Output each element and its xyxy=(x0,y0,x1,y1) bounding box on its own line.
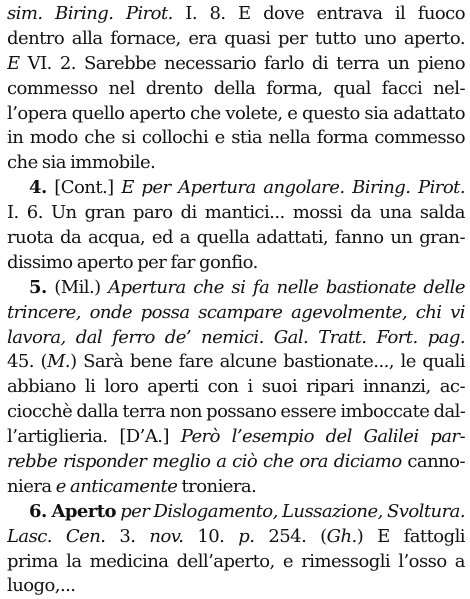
text-segment: sim. Biring. Pirot. xyxy=(7,3,173,24)
text-segment: E per Apertura angolare. Biring. Pirot. xyxy=(121,177,465,199)
text-segment: 10. xyxy=(183,525,239,547)
text-segment: commesso nel drento della forma, qual facci nel- xyxy=(7,77,465,99)
text-line xyxy=(7,27,465,52)
text-segment: rebbe risponder meglio a ciò che ora diciamo xyxy=(7,451,402,473)
text-line xyxy=(7,326,465,351)
text-segment: e anticamente xyxy=(55,475,178,497)
dictionary-page-text xyxy=(7,2,465,599)
text-line xyxy=(7,201,465,226)
text-segment: E xyxy=(7,52,20,74)
text-segment: trincere, onde possa scampare agevolmente, chi vi xyxy=(7,301,465,323)
text-segment: [Cont.] xyxy=(46,177,122,199)
text-segment: 45. ( xyxy=(7,351,47,373)
text-line xyxy=(7,151,465,176)
text-segment: 5. xyxy=(29,276,47,298)
text-segment: per Dislogamento, Lussazione, Svoltura. xyxy=(115,500,465,522)
text-line xyxy=(7,77,465,102)
text-segment: nov. xyxy=(149,525,184,547)
text-segment: che sia immobile. xyxy=(7,152,156,174)
text-line xyxy=(7,176,465,201)
text-line xyxy=(7,251,465,276)
text-segment: prima la medicina dell’aperto, e rimessogli l’osso a xyxy=(7,550,465,572)
text-segment: ciocchè dalla terra non possano essere imboccate dal- xyxy=(7,401,465,423)
text-segment: abbiano li loro aperti con i suoi ripari innanzi, ac- xyxy=(7,376,465,398)
text-segment: I. 6. Un gran paro di mantici... mossi da una salda xyxy=(7,202,465,224)
text-line xyxy=(7,2,465,27)
text-segment: troniera. xyxy=(177,475,257,497)
text-segment: 6. Aperto xyxy=(29,500,116,522)
text-segment: ) Sarà bene fare alcune bastionate..., le quali xyxy=(70,351,465,373)
text-segment: p. xyxy=(238,525,255,547)
text-segment: luogo,... xyxy=(7,575,76,597)
text-segment: Però l’esempio del Galilei par- xyxy=(180,426,465,448)
text-segment: 3. xyxy=(105,525,150,547)
text-segment: 254. ( xyxy=(254,525,327,547)
text-segment: ) E fattogli xyxy=(356,525,465,547)
text-line xyxy=(7,52,465,77)
text-segment: (Mil.) xyxy=(46,276,109,298)
text-segment: I. 8. E dove entrava il fuoco xyxy=(172,3,465,24)
text-line xyxy=(7,400,465,425)
text-segment: 4. xyxy=(29,177,47,199)
text-segment: M. xyxy=(47,351,71,373)
text-segment: l’opera quello aperto che volete, e questo sia adattato xyxy=(7,102,465,124)
text-segment: dissimo aperto per far gonfio. xyxy=(7,251,258,273)
text-segment: ruota da acqua, ed a quella adattati, fanno un gran- xyxy=(7,227,465,249)
text-segment: niera xyxy=(7,475,56,497)
text-line xyxy=(7,500,465,525)
text-segment: canno- xyxy=(401,451,465,473)
text-line xyxy=(7,450,465,475)
text-line xyxy=(7,375,465,400)
text-line xyxy=(7,425,465,450)
text-line xyxy=(7,276,465,301)
text-segment: l’artiglieria. [D’A.] xyxy=(7,426,181,448)
text-segment: lavora, dal ferro de’ nemici. Gal. Tratt. Fort. pag. xyxy=(7,326,465,348)
text-segment: in modo che si collochi e stia nella forma commesso xyxy=(7,127,465,149)
text-segment: dentro alla fornace, era quasi per tutto uno aperto. xyxy=(7,27,465,49)
text-line xyxy=(7,102,465,127)
text-line xyxy=(7,475,465,500)
text-line xyxy=(7,226,465,251)
text-segment: Gh. xyxy=(326,525,357,547)
text-segment: VI. 2. Sarebbe necessario farlo di terra un pieno xyxy=(19,52,465,74)
text-line xyxy=(7,350,465,375)
text-line xyxy=(7,525,465,550)
text-segment: Lasc. Cen. xyxy=(7,525,106,547)
text-line xyxy=(7,126,465,151)
text-line xyxy=(7,574,465,599)
text-segment: Apertura che si fa nelle bastionate delle xyxy=(108,276,465,298)
text-line xyxy=(7,301,465,326)
text-line xyxy=(7,550,465,575)
